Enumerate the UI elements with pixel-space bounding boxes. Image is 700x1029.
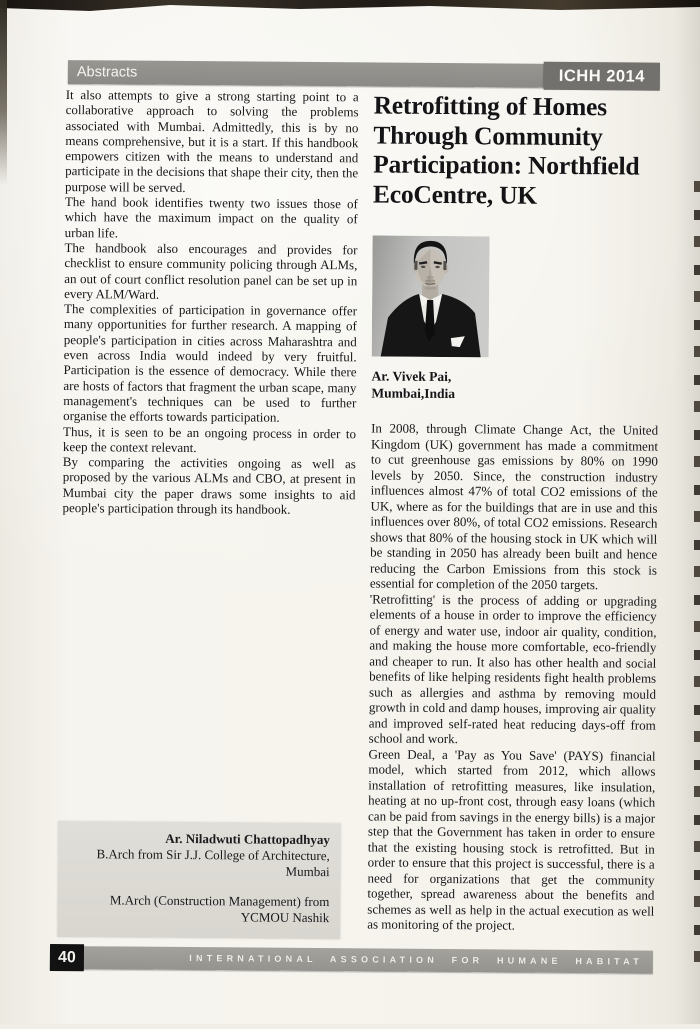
abstract-paragraph: It also attempts to give a strong starting point to a collaborative approach to solving the problems associated with Mumbai. Admittedly, this is by no means comprehensive, but it is a start. If this handbook empowers citizen with the means to understand and participate in the decisions that shape their city, then the purpose will be served. bbox=[64, 87, 359, 195]
abstract-paragraph: The handbook also encourages and provides for checklist to ensure community policing through ALMs, an out of court conflict resolution panel can be set up in every ALM/Ward. bbox=[64, 240, 358, 302]
footer-bar bbox=[50, 946, 653, 974]
abstract-paragraph: Green Deal, a 'Pay as You Save' (PAYS) financial model, which started from 2012, which allows installation of retrofitting measures, like insulation, heating at no up-front cost, through easy loans (which can be paid from savings in the energy bills) is a major step that the Government has taken in order to ensure that the existing housing stock is retrofitted. But in order to ensure that this project is successful, there is a need for organizations that get the community together, spread awareness about the benefits and schemes as well as help in the actual execution as well as monitoring of the project. bbox=[367, 745, 656, 933]
scan-right-edge bbox=[694, 165, 700, 965]
conference-badge: ICHH 2014 bbox=[544, 62, 660, 91]
abstract-paragraph: The hand book identifies twenty two issues those of which have the maximum impact on the quality of urban life. bbox=[64, 194, 358, 241]
abstract-paragraph: 'Retrofitting' is the process of adding or upgrading elements of a house in order to improve the efficiency of energy and water use, indoor air quality, condition, and making the house more comfortable, eco-friendly and cheaper to run. It also has other health and social benefits of like helping residents fight health problems such as allergies and asthma by removing mould growth in cold and damp houses, improving air quality and improved self-rated heat reducing days-off from school and work. bbox=[368, 590, 657, 747]
author-location: Mumbai,India bbox=[371, 385, 456, 402]
credit-box bbox=[57, 821, 341, 939]
credit-name: Ar. Niladwuti Chattopadhyay bbox=[165, 830, 330, 848]
abstract-paragraph: Thus, it is seen to be an ongoing process in order to keep the context relevant. bbox=[62, 423, 357, 455]
abstract-paragraph: In 2008, through Climate Change Act, the United Kingdom (UK) government has made a commitment to cut greenhouse gas emissions by 80% on 1990 levels by 2050. Since, the construction industry influences almost 47% of total CO2 emissions of the UK, where as for the buildings that are in use and this influences over 80%, of total CO2 emissions. Research shows that 80% of the housing stock in UK which will be standing in 2050 has already been built and hence reducing the Carbon Emissions from this stock is essential for completion of the 2050 targets. bbox=[369, 420, 659, 593]
author-block bbox=[371, 367, 658, 403]
author-name: Ar. Vivek Pai, bbox=[371, 368, 452, 385]
scan-left-edge bbox=[0, 0, 7, 185]
footer-organization: INTERNATIONAL ASSOCIATION FOR HUMANE HABITAT bbox=[189, 953, 643, 967]
paper-title: Retrofitting of Homes Through Community Participation: Northfield EcoCentre, UK bbox=[372, 90, 640, 210]
right-column bbox=[367, 90, 661, 934]
left-column bbox=[62, 87, 358, 518]
abstract-paragraph: The complexities of participation in governance offer many opportunities for further research. A mapping of people's participation in cities across Maharashtra and even across India would indeed by very fruitful. Participation is the essence of democracy. While there are hosts of factors that fragment the urban scape, many management's techniques can be used to further organise the efforts towards participation. bbox=[63, 301, 358, 425]
credit-degree-2: M.Arch (Construction Management) from YCMOU Nashik bbox=[109, 892, 330, 926]
header-bar bbox=[68, 60, 660, 89]
credit-degree-1: B.Arch from Sir J.J. College of Architecture, Mumbai bbox=[96, 846, 330, 880]
section-title: Abstracts bbox=[76, 64, 138, 81]
abstract-paragraph: By comparing the activities ongoing as well as proposed by the various ALMs and CBO, at present in Mumbai city the paper draws some insights to aid people's participation through its handbook. bbox=[62, 454, 356, 517]
page-number: 40 bbox=[50, 944, 84, 971]
author-photo bbox=[372, 235, 490, 357]
abstract-body bbox=[367, 420, 658, 934]
